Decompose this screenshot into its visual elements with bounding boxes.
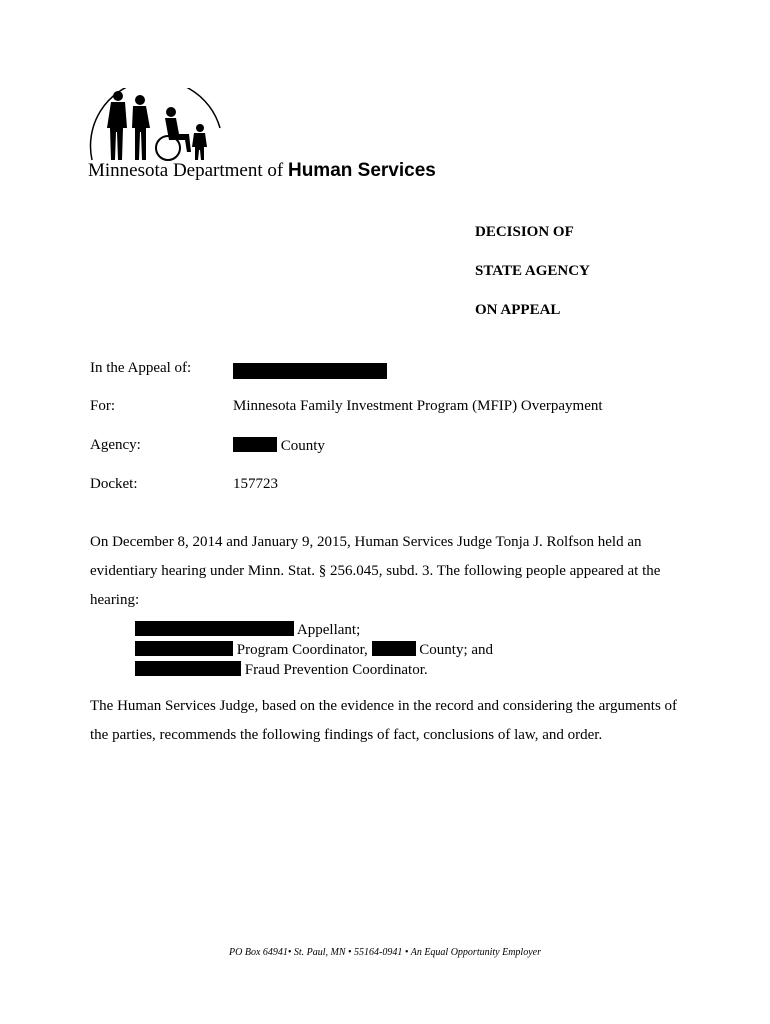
dhs-logo xyxy=(88,88,448,188)
dhs-logo-text xyxy=(88,160,436,182)
appearance-fraud-text: Fraud Prevention Coordinator. xyxy=(241,662,428,678)
docket-value: 157723 xyxy=(233,476,278,492)
appearance-county-text: County; and xyxy=(415,642,494,658)
hearing-intro-paragraph: On December 8, 2014 and January 9, 2015, Human Services Judge Tonja J. Rolfson held an evidentiary hearing under Minn. Stat. § 256.045, subd. 3. The following people appeared at the hearing: xyxy=(90,534,661,608)
appearance-appellant xyxy=(135,620,360,640)
agency-label: Agency: xyxy=(90,437,141,453)
redacted-county-name xyxy=(233,437,277,452)
decision-heading-line1: DECISION OF xyxy=(475,224,574,240)
decision-heading-line2: STATE AGENCY xyxy=(475,263,590,279)
appeal-label: In the Appeal of: xyxy=(90,360,192,376)
appearance-appellant-text: Appellant; xyxy=(294,622,361,638)
closing-paragraph: The Human Services Judge, based on the evidence in the record and considering the arguments of the parties, recommends the following findings of fact, conclusions of law, and order. xyxy=(90,698,678,743)
logo-text-human-services: Human Services xyxy=(287,160,436,181)
program-value: Minnesota Family Investment Program (MFIP) Overpayment xyxy=(233,398,603,414)
for-label: For: xyxy=(90,398,116,414)
agency-value xyxy=(233,437,325,455)
appearance-coordinator-text: Program Coordinator, xyxy=(233,642,372,658)
redacted-appellant xyxy=(135,621,294,636)
family-figures-logo xyxy=(88,88,228,166)
appearance-program-coordinator xyxy=(135,640,493,660)
redacted-county-name-2 xyxy=(372,641,416,656)
footer-address: PO Box 64941• St. Paul, MN • 55164-0941 • An Equal Opportunity Employer xyxy=(229,947,541,958)
logo-text-department: Minnesota Department of xyxy=(88,160,288,181)
redacted-appellant-name xyxy=(233,363,387,379)
docket-label: Docket: xyxy=(90,476,138,492)
appearance-fraud-coordinator xyxy=(135,660,428,680)
agency-county-text: County xyxy=(277,438,325,454)
redacted-coordinator-name xyxy=(135,641,233,656)
decision-heading-line3: ON APPEAL xyxy=(475,302,561,318)
redacted-fraud-coordinator-name xyxy=(135,661,241,676)
